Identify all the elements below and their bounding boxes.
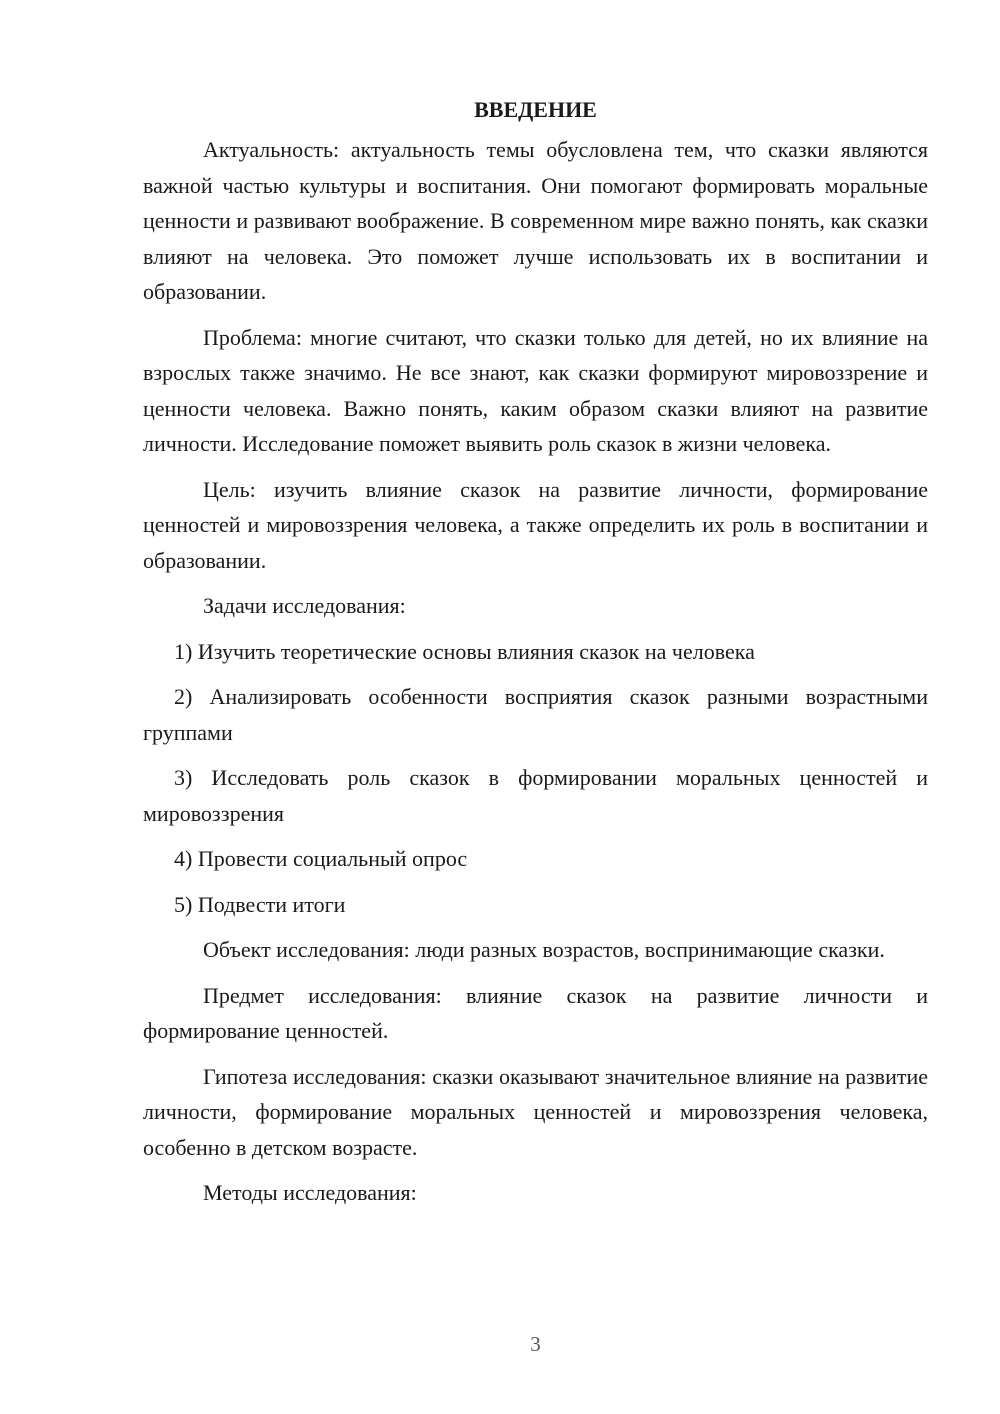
paragraph-relevance: Актуальность: актуальность темы обусловлена тем, что сказки являются важной частью культуры и воспитания. Они помогают формировать моральные ценности и развивают воображение. В современном мире важно понять, как сказки влияют на человека. Это поможет лучше использовать их в воспитании и образовании. [143,137,928,304]
paragraph-object: Объект исследования: люди разных возрастов, воспринимающие сказки. [203,937,885,962]
task-item-5: 5) Подвести итоги [174,891,346,917]
task-item-2: 2) Анализировать особенности восприятия сказок разными возрастными группами [143,684,928,745]
task-item-1: 1) Изучить теоретические основы влияния сказок на человека [174,638,755,664]
section-heading: ВВЕДЕНИЕ [474,97,597,122]
page-number: 3 [530,1332,541,1356]
tasks-title: Задачи исследования: [203,593,406,618]
paragraph-subject: Предмет исследования: влияние сказок на развитие личности и формирование ценностей. [143,982,928,1043]
paragraph-problem: Проблема: многие считают, что сказки только для детей, но их влияние на взрослых также значимо. Не все знают, как сказки формируют мировоззрение и ценности человека. Важно понять, каким образом сказки влияют на развитие личности. Исследование поможет выявить роль сказок в жизни человека. [143,324,928,456]
paragraph-hypothesis: Гипотеза исследования: сказки оказывают значительное влияние на развитие личности, формирование моральных ценностей и мировоззрения человека, особенно в детском возрасте. [143,1063,928,1160]
task-item-4: 4) Провести социальный опрос [174,846,468,871]
task-item-3: 3) Исследовать роль сказок в формировании моральных ценностей и мировоззрения [143,765,928,826]
methods-title: Методы исследования: [203,1180,417,1205]
document-page [143,92,928,1221]
paragraph-goal: Цель: изучить влияние сказок на развитие личности, формирование ценностей и мировоззрения человека, а также определить их роль в воспитании и образовании. [143,476,928,573]
